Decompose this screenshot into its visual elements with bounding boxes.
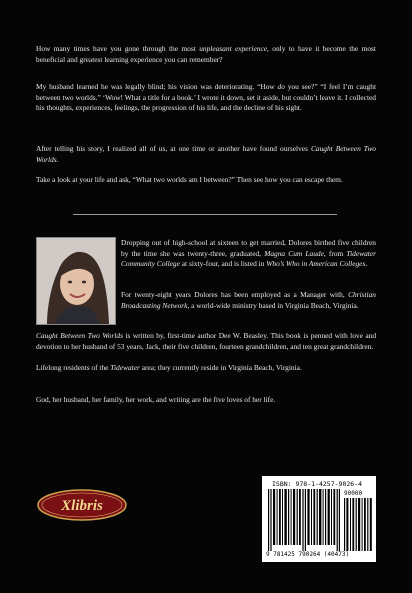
intro-paragraph-2: My husband learned he was legally blind; his vision was deteriorating. “How do you see?” “I feel I’m caught between two worlds.” ‘Wow! What a title for a book.’ I wrote it down, set it aside, but couldn’t leave it. I collected his thoughts, experiences, feelings, the progression of his life, and the decline of his sight. [36, 82, 376, 113]
intro-paragraph-3: After telling his story, I realized all of us, at one time or another have found ourselves Caught Between Two Worlds. [36, 144, 376, 164]
bio-paragraph-1: Dropping out of high-school at sixteen to get married, Dolores birthed five children by the time she was twenty-three, graduated, Magna Cum Laude, from Tidewater Community College at sixty-four, and is listed in Who’s Who in American Colleges. [121, 238, 376, 269]
barcode-digits: 9 781425 790264 (40473) [266, 551, 350, 558]
barcode-box [262, 476, 376, 562]
intro-paragraph-4: Take a look at your life and ask, “What two worlds am I between?” Then see how you can escape them. [36, 175, 343, 184]
publisher-logo-text: Xlibris [61, 498, 103, 514]
intro-paragraph-1: How many times have you gone through the most unpleasant experience, only to have it become the most beneficial and greatest learning experience you can remember? [36, 44, 376, 64]
bio-paragraph-2: For twenty-eight years Dolores has been employed as a Manager with, Christian Broadcasting Network, a world-wide ministry based in Virginia Beach, Virginia. [121, 290, 376, 310]
divider [73, 214, 337, 215]
isbn-label: ISBN: 978-1-4257-9026-4 [272, 480, 363, 488]
bio-paragraph-4: Lifelong residents of the Tidewater area; they currently reside in Virginia Beach, Virginia. [36, 363, 302, 372]
bio-paragraph-5: God, her husband, her family, her work, and writing are the five loves of her life. [36, 395, 276, 404]
bio-paragraph-3: Caught Between Two Worlds is written by, first-time author Dee W. Beasley. This book is penned with love and devotion to her husband of 53 years, Jack, their five children, fourteen grandchildren, and ten great grandchildren. [36, 331, 377, 351]
addon-barcode [344, 498, 372, 551]
ean-barcode [268, 489, 340, 551]
xlibris-logo [36, 488, 128, 522]
price-code: 90000 [344, 490, 363, 497]
